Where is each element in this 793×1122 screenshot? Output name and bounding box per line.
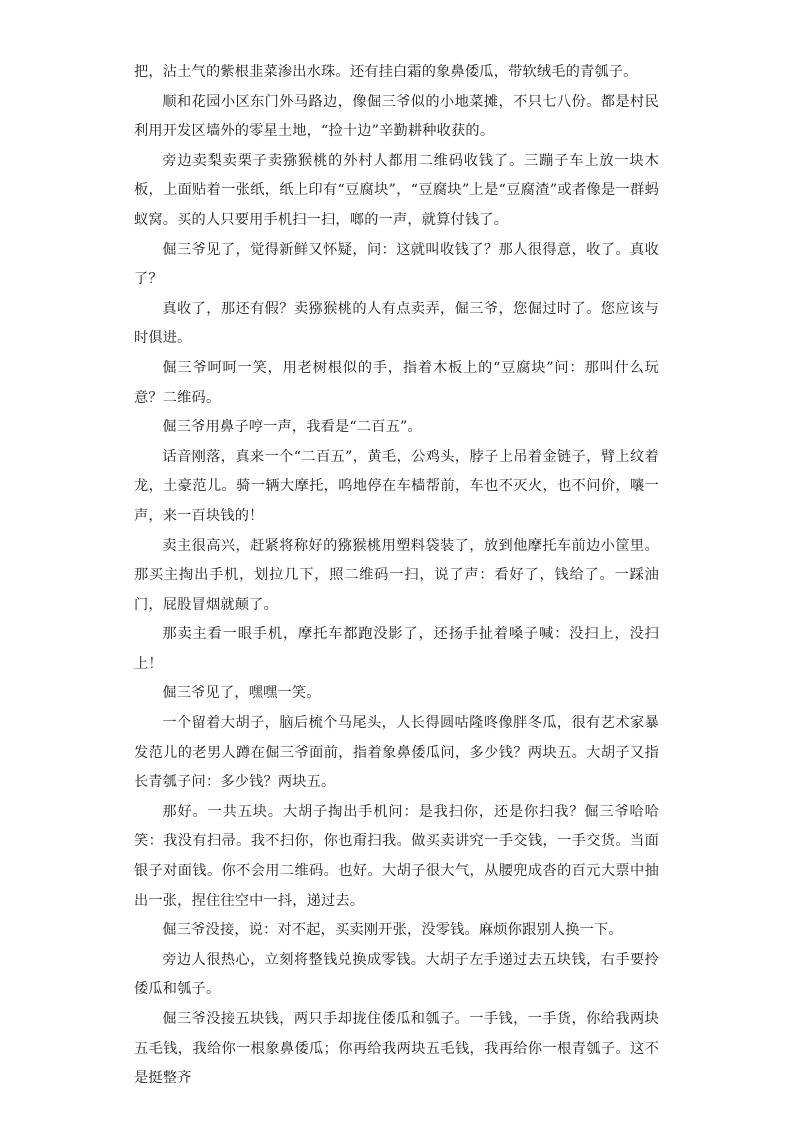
paragraph-7: 倔三爷用鼻子哼一声，我看是“二百五”。 (162, 419, 422, 436)
paragraph-13: 那好。一共五块。大胡子掏出手机问：是我扫你，还是你扫我？倔三爷哈哈笑：我没有扫帚。我不扫你，你也甭扫我。做买卖讲究一手交钱，一手交货。当面银子对面钱。你不会用二维码。也好。大胡子很大气，从腰兜成沓的百元大票中抽出一张，捏住往空中一抖，递过去。 (134, 803, 659, 909)
paragraph-14: 倔三爷没接，说：对不起，买卖刚开张，没零钱。麻烦你跟别人换一下。 (162, 922, 623, 939)
paragraph-11: 倔三爷见了，嘿嘿一笑。 (162, 685, 321, 702)
paragraph-2: 顺和花园小区东门外马路边，像倔三爷似的小地菜摊，不只七八份。都是村民利用开发区墙外的零星土地，“捡十边”辛勤耕种收获的。 (134, 93, 659, 140)
paragraph-16: 倔三爷没接五块钱，两只手却拢住倭瓜和瓠子。一手钱，一手货，你给我两块五毛钱，我给你一根象鼻倭瓜；你再给我两块五毛钱，我再给你一根青瓠子。这不是挺整齐 (134, 1011, 659, 1087)
paragraph-10: 那卖主看一眼手机，摩托车都跑没影了，还扬手扯着嗓子喊：没扫上，没扫上！ (134, 626, 659, 672)
paragraph-1: 把，沾土气的紫根韭菜渗出水珠。还有挂白霜的象鼻倭瓜，带软绒毛的青瓠子。 (134, 64, 638, 80)
paragraph-9: 卖主很高兴，赶紧将称好的猕猴桃用塑料袋装了，放到他摩托车前边小筐里。那买主掏出手机，划拉几下，照二维码一扫，说了声：看好了，钱给了。一踩油门，屁股冒烟就颠了。 (134, 537, 659, 613)
paragraph-12: 一个留着大胡子，脑后梳个马尾头，人长得圆咕隆咚像胖冬瓜，很有艺术家暴发范儿的老男人蹲在倔三爷面前，指着象鼻倭瓜问，多少钱？两块五。大胡子又指长青瓠子问：多少钱？两块五。 (134, 715, 659, 791)
paragraph-15: 旁边人很热心，立刻将整钱兑换成零钱。大胡子左手递过去五块钱，右手要拎倭瓜和瓠子。 (134, 951, 659, 998)
paragraph-5: 真收了，那还有假？卖猕猴桃的人有点卖弄，倔三爷，您倔过时了。您应该与时俱进。 (134, 300, 659, 347)
paragraph-3: 旁边卖梨卖栗子卖猕猴桃的外村人都用二维码收钱了。三蹦子车上放一块木板，上面贴着一张纸，纸上印有“豆腐块”，“豆腐块”上是“豆腐渣”或者像是一群蚂蚁窝。买的人只要用手机扫一扫，啷的一声，就算付钱了。 (134, 152, 659, 228)
paragraph-8: 话音刚落，真来一个“二百五”，黄毛，公鸡头，脖子上吊着金链子，臂上纹着龙，土豪范儿。骑一辆大摩托，呜地停在车樯帮前，车也不灭火，也不问价，嚷一声，来一百块钱的！ (134, 448, 659, 524)
paragraph-6: 倔三爷呵呵一笑，用老树根似的手，指着木板上的“豆腐块”问：那叫什么玩意？二维码。 (134, 359, 659, 406)
paragraph-4: 倔三爷见了，觉得新鲜又怀疑，问：这就叫收钱了？那人很得意，收了。真收了？ (134, 241, 659, 288)
